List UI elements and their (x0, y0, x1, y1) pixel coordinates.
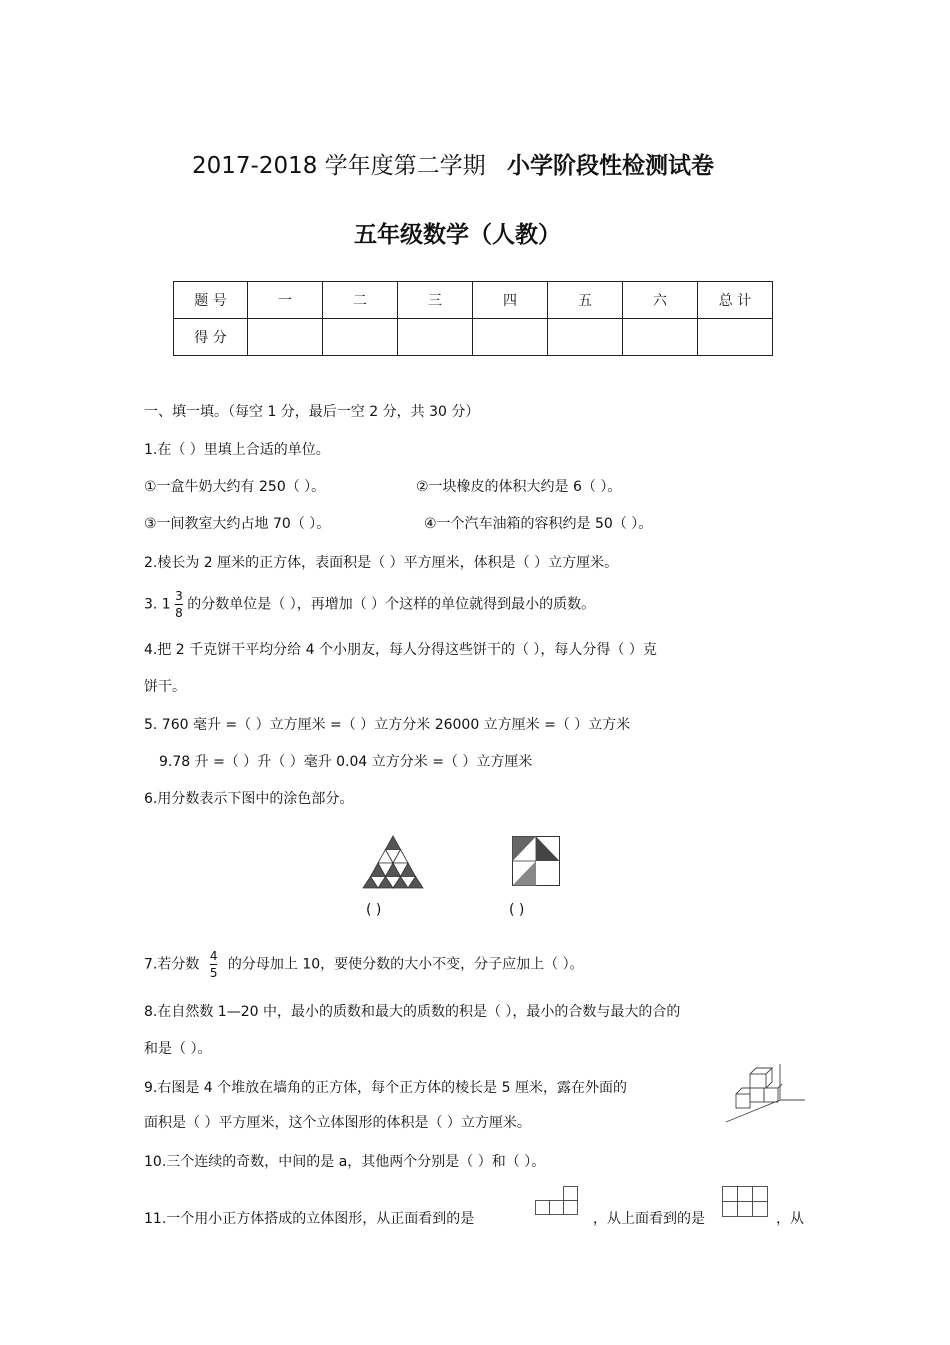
score-cell-1: 一 (248, 282, 323, 319)
question-8-line2: 和是（ ）。 (144, 1041, 212, 1057)
fraction-numerator: 3 (175, 589, 183, 603)
question-2: 2.棱长为 2 厘米的正方体，表面积是（ ）平方厘米，体积是（ ）立方厘米。 (144, 555, 619, 571)
question-11-part3: ，从 (776, 1211, 804, 1227)
section-heading: 一、填一填。（每空 1 分，最后一空 2 分，共 30 分） (144, 404, 480, 420)
top-view-figure (722, 1186, 770, 1218)
fraction-numerator: 4 (209, 949, 218, 963)
question-1c: ③一间教室大约占地 70（ ）。 (144, 516, 331, 532)
score-blank[interactable] (698, 319, 773, 356)
score-row-label: 得 分 (174, 319, 248, 356)
question-11-part2: ，从上面看到的是 (593, 1211, 705, 1227)
score-cell-6: 六 (623, 282, 698, 319)
score-blank[interactable] (248, 319, 323, 356)
score-cell-4: 四 (473, 282, 548, 319)
score-table-header-row (174, 282, 773, 319)
question-4-line1: 4.把 2 千克饼干平均分给 4 个小朋友，每人分得这些饼干的（ ），每人分得（ ）克 (144, 642, 657, 658)
question-8-line1: 8.在自然数 1—20 中，最小的质数和最大的质数的积是（ ），最小的合数与最大的合的 (144, 1004, 681, 1020)
score-cell-label: 题 号 (174, 282, 248, 319)
score-cell-2: 二 (323, 282, 398, 319)
score-blank[interactable] (398, 319, 473, 356)
fraction-denominator: 5 (209, 966, 218, 980)
question-5-line1: 5. 760 毫升 =（ ）立方厘米 =（ ）立方分米 26000 立方厘米 =（ ）立方米 (144, 717, 631, 733)
score-cell-3: 三 (398, 282, 473, 319)
score-table-score-row (174, 319, 773, 356)
question-3 (144, 588, 595, 621)
front-view-figure (535, 1186, 581, 1216)
score-blank[interactable] (623, 319, 698, 356)
question-6: 6.用分数表示下图中的涂色部分。 (144, 791, 354, 807)
question-7-text: 的分母加上 10，要使分数的大小不变，分子应加上（ ）。 (227, 956, 584, 973)
question-9-line1: 9.右图是 4 个堆放在墙角的正方体，每个正方体的棱长是 5 厘米，露在外面的 (144, 1080, 627, 1096)
title-exam-name: 小学阶段性检测试卷 (507, 153, 714, 179)
score-cell-5: 五 (548, 282, 623, 319)
stacked-cubes-figure (724, 1062, 806, 1124)
score-blank[interactable] (473, 319, 548, 356)
score-table (173, 281, 773, 356)
page-subtitle: 五年级数学（人教） (354, 222, 561, 248)
question-1d: ④一个汽车油箱的容积约是 50（ ）。 (424, 516, 653, 532)
figure-answer-blank-2[interactable]: ( ) (509, 902, 525, 918)
page-title (192, 147, 714, 180)
fraction-four-fifths (210, 948, 218, 981)
question-11-part1: 11.一个用小正方体搭成的立体图形，从正面看到的是 (144, 1211, 475, 1227)
question-7-prefix: 7.若分数 (144, 956, 200, 973)
question-1b: ②一块橡皮的体积大约是 6（ ）。 (416, 479, 622, 495)
triangle-figure (362, 834, 424, 890)
fraction-three-eighths (175, 588, 183, 621)
title-year: 2017-2018 学年度第二学期 (192, 153, 486, 179)
square-figure (512, 836, 560, 886)
question-1: 1.在（ ）里填上合适的单位。 (144, 442, 330, 458)
question-7 (144, 948, 584, 981)
score-cell-total: 总 计 (698, 282, 773, 319)
question-9-line2: 面积是（ ）平方厘米，这个立体图形的体积是（ ）立方厘米。 (144, 1115, 531, 1131)
question-10: 10.三个连续的奇数，中间的是 a，其他两个分别是（ ）和（ ）。 (144, 1154, 546, 1170)
fraction-denominator: 8 (175, 606, 183, 620)
question-3-text: 的分数单位是（ ），再增加（ ）个这样的单位就得到最小的质数。 (187, 596, 596, 613)
question-5-line2: 9.78 升 =（ ）升（ ）毫升 0.04 立方分米 =（ ）立方厘米 (159, 754, 533, 770)
triangle-shaded-parts (363, 836, 423, 888)
figure-answer-blank-1[interactable]: ( ) (366, 902, 382, 918)
score-blank[interactable] (548, 319, 623, 356)
score-blank[interactable] (323, 319, 398, 356)
question-1a: ①一盒牛奶大约有 250（ ）。 (144, 479, 326, 495)
question-3-prefix: 3. 1 (144, 596, 171, 613)
question-4-line2: 饼干。 (144, 679, 186, 695)
